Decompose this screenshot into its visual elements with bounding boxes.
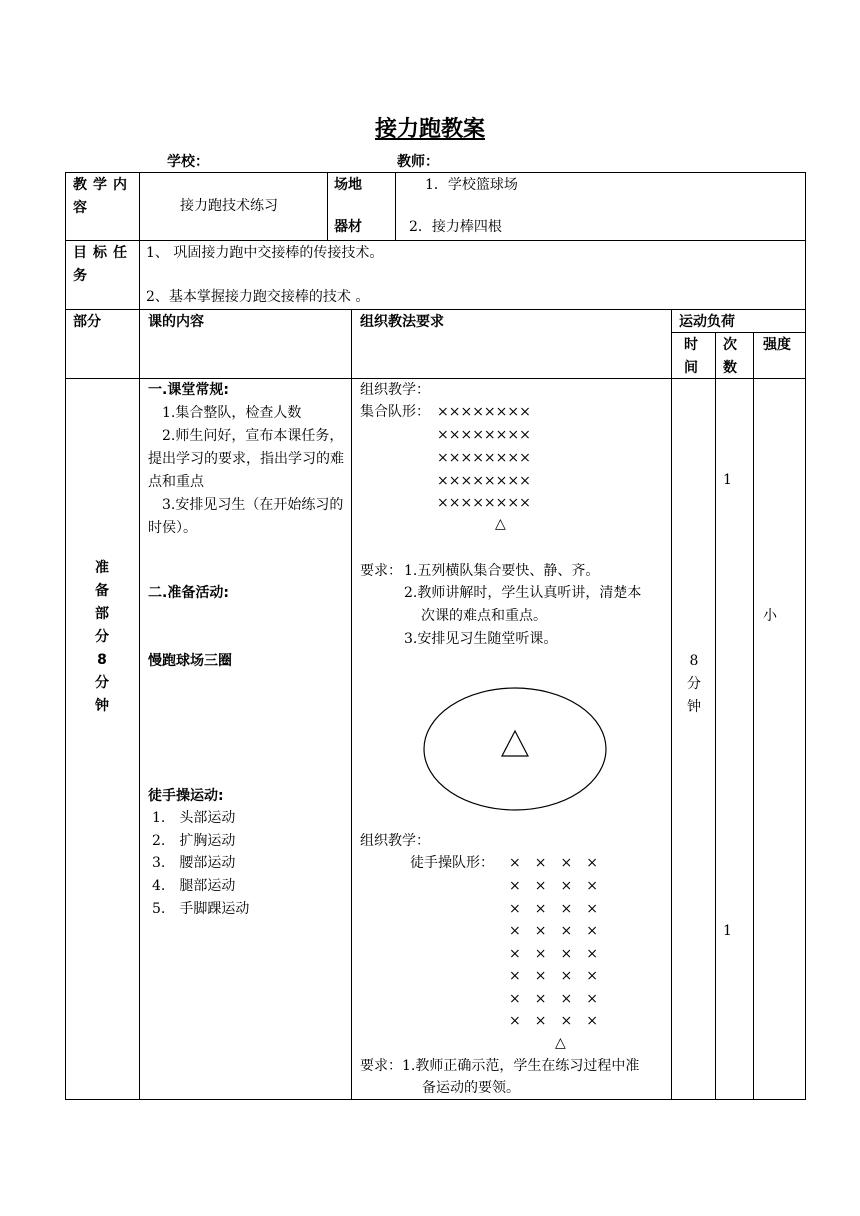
formation2-row: × × × ×	[509, 855, 598, 871]
venue-label: 场地	[334, 177, 362, 193]
formation-label: 集合队形：	[360, 404, 430, 420]
header-lesson: 课的内容	[148, 314, 204, 330]
formation-row: ××××××××	[437, 495, 531, 511]
track-oval	[424, 688, 606, 810]
formation2-label: 徒手操队形：	[410, 855, 494, 871]
equipment-label: 器材	[334, 219, 362, 235]
routine-item-1: 1.集合整队，检查人数	[162, 405, 302, 421]
formation2-row: × × × ×	[509, 946, 598, 962]
req-item-1: 1.五列横队集合要快、静、齐。	[404, 563, 600, 579]
content-label: 教学内容	[73, 177, 133, 216]
free-exercise-title: 徒手操运动:	[148, 788, 224, 804]
formation-row: ××××××××	[437, 450, 531, 466]
header-time: 时间	[684, 337, 698, 376]
time-value: 8 分 钟	[687, 653, 701, 715]
free-exercise-item: 1. 头部运动	[152, 810, 236, 826]
count-2: 1	[723, 923, 732, 939]
org2-title: 组织教学：	[360, 833, 430, 849]
req-item-2-cont: 次课的难点和重点。	[421, 608, 547, 624]
venue-value: 1．学校篮球场	[425, 177, 518, 193]
goal-item-1: 1、 巩固接力跑中交接棒的传接技术。	[146, 245, 384, 261]
formation-row: ××××××××	[437, 473, 531, 489]
warmup-title: 二.准备活动:	[148, 585, 229, 601]
intensity-value: 小	[763, 608, 777, 624]
teacher-triangle-icon	[502, 731, 528, 756]
header-times: 次数	[723, 337, 737, 376]
formation-row: ××××××××	[437, 404, 531, 420]
formation2-row: × × × ×	[509, 878, 598, 894]
school-label: 学校：	[167, 154, 209, 170]
page-title: 接力跑教案	[374, 117, 485, 142]
teacher-mark: △	[495, 516, 506, 532]
equipment-value: 2．接力棒四根	[409, 219, 502, 235]
req-label: 要求：	[360, 563, 402, 579]
formation2-row: × × × ×	[509, 901, 598, 917]
goal-item-2: 2、基本掌握接力跑交接棒的技术 。	[146, 289, 370, 305]
header-load: 运动负荷	[679, 314, 735, 330]
teacher-label: 教师：	[397, 154, 439, 170]
org1-title: 组织教学：	[360, 382, 430, 398]
req-item-2: 2.教师讲解时，学生认真听讲，清楚本	[404, 585, 642, 601]
goal-label: 目标任务	[73, 245, 133, 284]
formation2-row: × × × ×	[509, 1013, 598, 1029]
free-exercise-item: 2. 扩胸运动	[152, 833, 236, 849]
part-label: 准 备 部 分 8 分 钟	[95, 560, 109, 714]
header-org: 组织教法要求	[360, 314, 444, 330]
formation-row: ××××××××	[437, 427, 531, 443]
formation2-row: × × × ×	[509, 991, 598, 1007]
teacher-mark-2: △	[555, 1035, 566, 1051]
free-exercise-item: 5. 手脚踝运动	[152, 901, 250, 917]
req2-item-1: 要求：1.教师正确示范，学生在练习过程中准	[360, 1058, 640, 1074]
formation2-row: × × × ×	[509, 923, 598, 939]
content-value: 接力跑技术练习	[180, 198, 278, 214]
free-exercise-item: 3. 腰部运动	[152, 855, 236, 871]
routine-title: 一.课堂常规:	[148, 382, 229, 398]
free-exercise-item: 4. 腿部运动	[152, 878, 236, 894]
routine-item-3: 3.安排见习生（在开始练习的时侯）。	[148, 497, 344, 536]
formation2-row: × × × ×	[509, 968, 598, 984]
req2-item-1-cont: 备运动的要领。	[422, 1080, 520, 1096]
req-item-3: 3.安排见习生随堂听课。	[404, 631, 558, 647]
header-part: 部分	[73, 314, 101, 330]
jog-item: 慢跑球场三圈	[148, 653, 232, 669]
track-diagram	[420, 685, 610, 815]
count-1: 1	[723, 472, 732, 488]
routine-item-2: 2.师生问好，宣布本课任务，提出学习的要求，指出学习的难点和重点	[148, 428, 344, 490]
header-intensity: 强度	[763, 337, 791, 353]
